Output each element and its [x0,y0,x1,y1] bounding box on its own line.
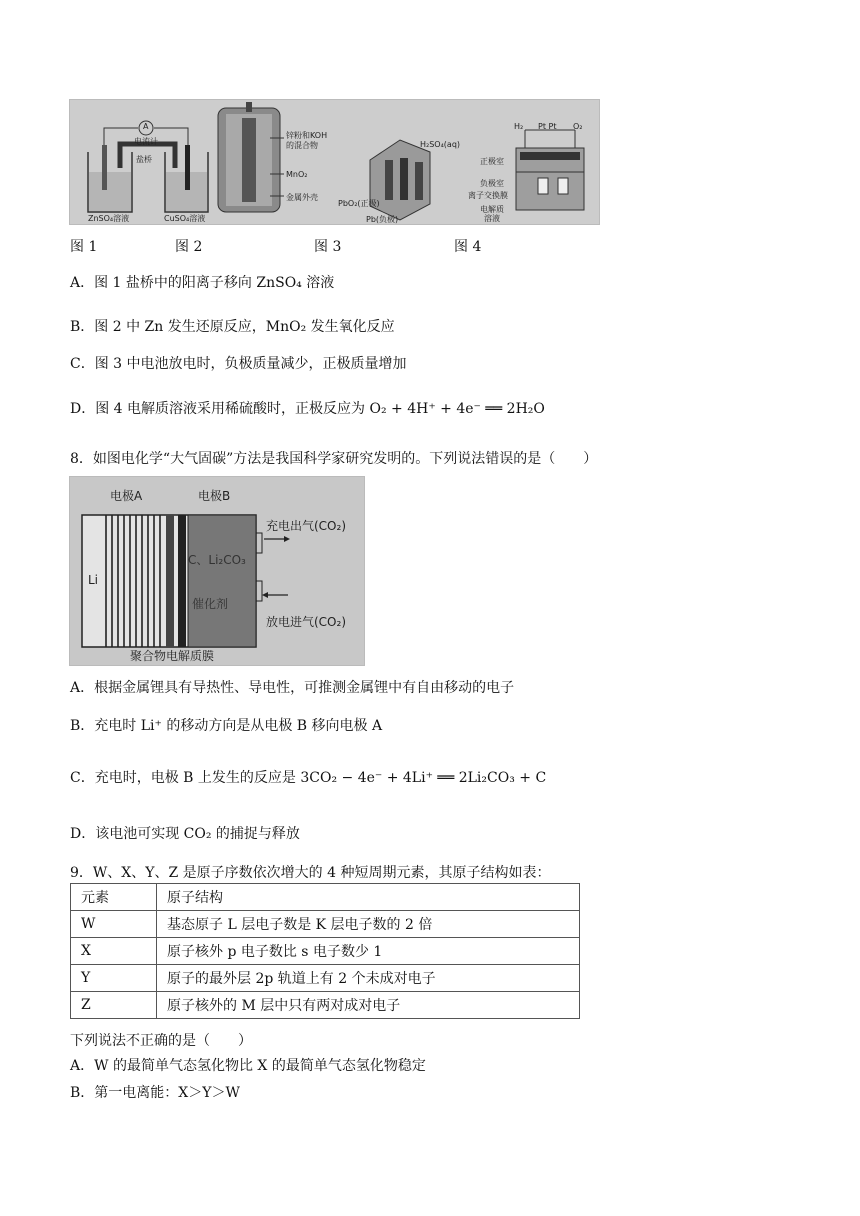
q8-figure-drawing [70,477,364,665]
table-cell: Z [71,992,157,1019]
q8-option-d: D．该电池可实现 CO₂ 的捕捉与释放 [70,826,300,842]
fig4-label-1: 正极室 [480,157,504,166]
caption-fig2: 图 2 [175,239,203,255]
q8-stem: 8．如图电化学“大气固碳”方法是我国科学家研究发明的。下列说法错误的是（ ） [70,451,598,467]
q7-option-b: B．图 2 中 Zn 发生还原反应，MnO₂ 发生氧化反应 [70,319,395,335]
q7-option-a: A．图 1 盐桥中的阳离子移向 ZnSO₄ 溶液 [70,275,335,291]
fig1-left-solution: ZnSO₄溶液 [88,214,130,223]
fig4-label-3: 离子交换膜 [468,191,508,200]
fig1-right-solution: CuSO₄溶液 [164,214,206,223]
q8-compound: C、Li₂CO₃ [188,553,246,567]
table-cell: Y [71,965,157,992]
table-row [71,965,580,992]
fig1-meter-label: 电流计 [134,137,158,146]
q7-option-c: C．图 3 中电池放电时，负极质量减少，正极质量增加 [70,356,407,372]
q7-option-d: D．图 4 电解质溶液采用稀硫酸时，正极反应为 O₂ + 4H⁺ + 4e⁻ ══ 2H₂O [70,401,545,417]
figure-strip-q7 [69,99,600,225]
q8-figure [69,476,365,666]
fig3-label-2: PbO₂(正极) [338,199,380,208]
fig3-label-1: H₂SO₄(aq) [420,140,461,149]
q9-stem: 9．W、X、Y、Z 是原子序数依次增大的 4 种短周期元素，其原子结构如表： [70,865,551,881]
q8-discharge-in: 放电进气(CO₂) [266,615,346,629]
table-cell: X [71,938,157,965]
q8-catalyst: 催化剂 [192,597,229,611]
fig1-salt-bridge: 盐桥 [136,155,152,164]
q9-question: 下列说法不正确的是（ ） [70,1033,252,1049]
q8-option-a: A．根据金属锂具有导热性、导电性，可推测金属锂中有自由移动的电子 [70,680,515,696]
q8-option-c: C．充电时，电极 B 上发生的反应是 3CO₂ − 4e⁻ + 4Li⁺ ══ 2Li₂CO₃ + C [70,770,547,786]
table-cell: 基态原子 L 层电子数是 K 层电子数的 2 倍 [157,911,580,938]
q8-li: Li [88,573,99,587]
q9-element-table [70,883,580,1019]
q9-option-b: B．第一电离能：X＞Y＞W [70,1085,240,1101]
table-cell: W [71,911,157,938]
fig1-ammeter: A [143,122,149,131]
table-header-cell: 原子结构 [157,884,580,911]
caption-fig3: 图 3 [314,239,342,255]
table-header-row [71,884,580,911]
q8-electrode-b: 电极B [198,489,231,503]
table-header-cell: 元素 [71,884,157,911]
fig4-h2: H₂ [514,122,524,131]
caption-fig4: 图 4 [454,239,482,255]
q8-membrane: 聚合物电解质膜 [130,649,215,663]
fig2-label-3: MnO₂ [286,170,308,179]
fig2-label-2: 的混合物 [286,141,318,150]
q8-option-b: B．充电时 Li⁺ 的移动方向是从电极 B 移向电极 A [70,718,383,734]
table-cell: 原子的最外层 2p 轨道上有 2 个未成对电子 [157,965,580,992]
q9-option-a: A．W 的最简单气态氢化物比 X 的最简单气态氢化物稳定 [70,1058,426,1074]
table-row [71,938,580,965]
table-row [71,911,580,938]
q8-electrode-a: 电极A [110,489,143,503]
table-cell: 原子核外的 M 层中只有两对成对电子 [157,992,580,1019]
table-row [71,992,580,1019]
fig4-pt: Pt Pt [538,122,557,131]
q8-charge-out: 充电出气(CO₂) [266,519,346,533]
table-cell: 原子核外 p 电子数比 s 电子数少 1 [157,938,580,965]
fig4-o2: O₂ [573,122,583,131]
fig4-label-5: 溶液 [484,214,500,223]
caption-fig1: 图 1 [70,239,98,255]
fig3-label-3: Pb(负极) [366,215,399,224]
fig4-label-2: 负极室 [480,179,504,188]
fig4-label-4: 电解质 [480,205,504,214]
fig2-label-1: 锌粉和KOH [286,131,328,140]
fig2-label-4: 金属外壳 [286,193,318,202]
